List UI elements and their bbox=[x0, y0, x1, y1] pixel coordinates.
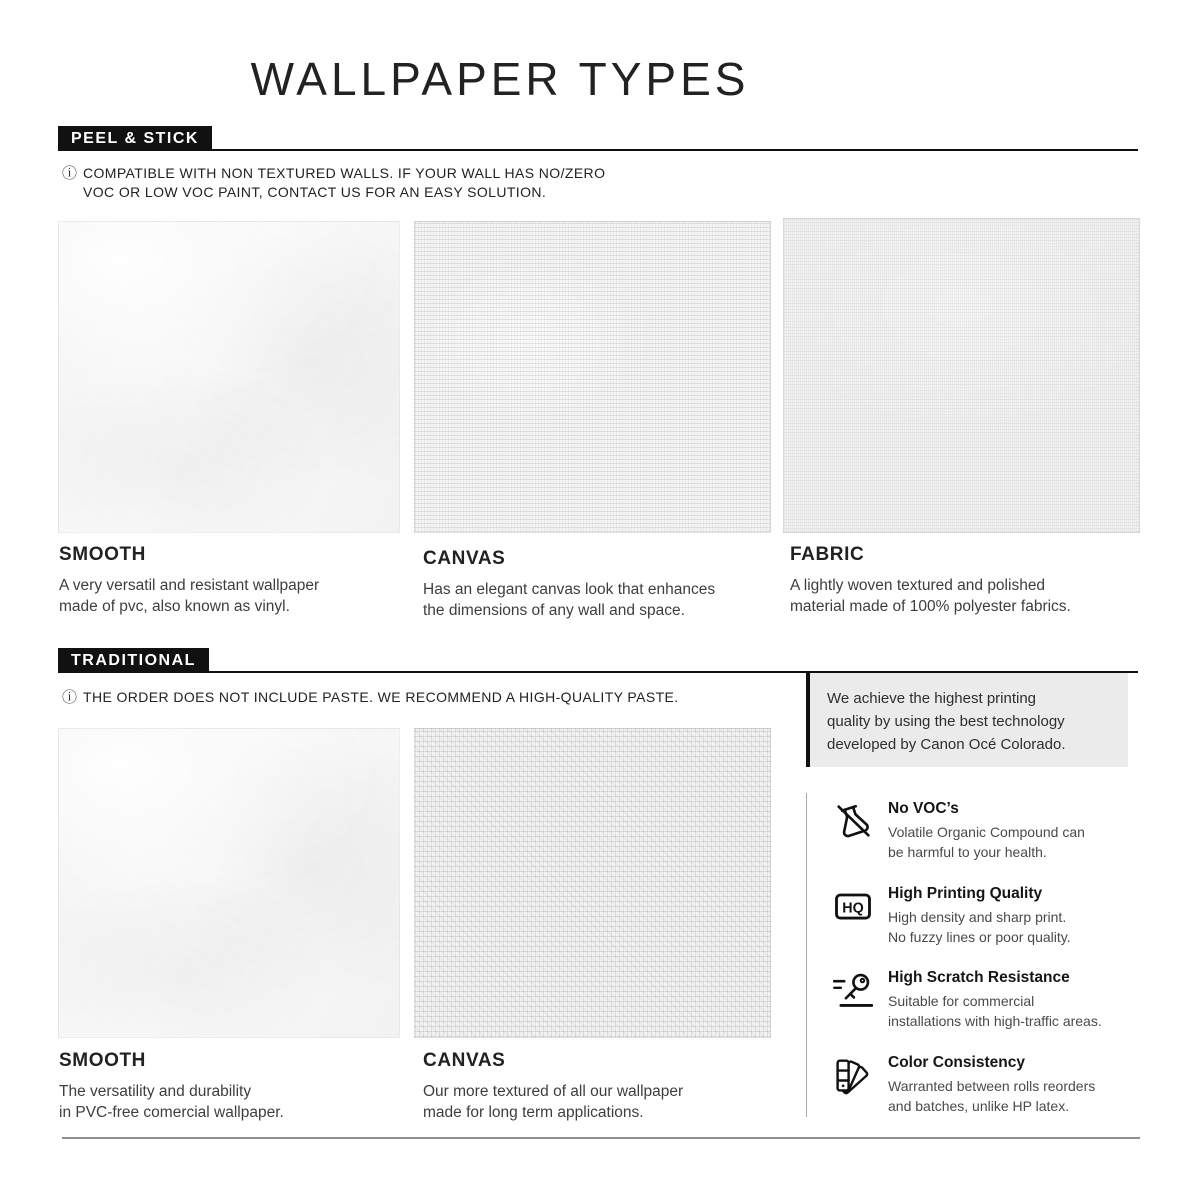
note-line: COMPATIBLE WITH NON TEXTURED WALLS. IF YOUR WALL HAS NO/ZERO bbox=[83, 165, 606, 181]
note-line: THE ORDER DOES NOT INCLUDE PASTE. WE RECOMMEND A HIGH-QUALITY PASTE. bbox=[83, 689, 679, 705]
swatch-smooth-peel-stick bbox=[58, 221, 400, 533]
swatch-desc-line: made for long term applications. bbox=[423, 1104, 644, 1121]
swatch-desc-line: material made of 100% polyester fabrics. bbox=[790, 598, 1071, 615]
feature-title: No VOC’s bbox=[888, 800, 959, 817]
swatch-name: SMOOTH bbox=[59, 1050, 146, 1071]
quote-line: quality by using the best technology bbox=[827, 713, 1065, 730]
caption-fabric-peel-stick bbox=[790, 544, 1140, 617]
peel-stick-rule bbox=[62, 149, 1138, 151]
caption-canvas-traditional bbox=[423, 1050, 773, 1123]
feature-desc-line: installations with high-traffic areas. bbox=[888, 1012, 1102, 1029]
no-voc-flask-icon bbox=[831, 799, 875, 843]
feature-title: Color Consistency bbox=[888, 1054, 1025, 1071]
feature-desc-line: Volatile Organic Compound can bbox=[888, 824, 1085, 840]
traditional-note bbox=[62, 688, 762, 707]
swatch-desc-line: the dimensions of any wall and space. bbox=[423, 602, 685, 619]
color-swatches-icon bbox=[831, 1053, 875, 1097]
feature-high-scratch-resistance bbox=[888, 969, 1138, 1031]
quote-line: developed by Canon Océ Colorado. bbox=[827, 736, 1066, 753]
swatch-fabric-peel-stick bbox=[783, 218, 1140, 533]
feature-desc-line: be harmful to your health. bbox=[888, 843, 1047, 860]
caption-smooth-peel-stick bbox=[59, 544, 399, 617]
scratch-resistance-key-icon bbox=[831, 968, 875, 1012]
feature-title: High Scratch Resistance bbox=[888, 969, 1070, 986]
feature-title: High Printing Quality bbox=[888, 885, 1043, 902]
swatch-desc-line: in PVC-free comercial wallpaper. bbox=[59, 1104, 284, 1121]
swatch-canvas-traditional bbox=[414, 728, 771, 1038]
feature-color-consistency bbox=[888, 1054, 1138, 1116]
printing-quality-quote bbox=[810, 673, 1128, 767]
caption-canvas-peel-stick bbox=[423, 548, 773, 621]
hq-badge-icon bbox=[831, 884, 875, 928]
note-line: VOC OR LOW VOC PAINT, CONTACT US FOR AN EASY SOLUTION. bbox=[83, 184, 547, 200]
feature-no-vocs bbox=[888, 800, 1138, 862]
quote-line: We achieve the highest printing bbox=[827, 690, 1037, 707]
swatch-desc-line: Has an elegant canvas look that enhances bbox=[423, 581, 716, 598]
swatch-name: FABRIC bbox=[790, 544, 865, 565]
page-title: WALLPAPER TYPES bbox=[250, 53, 750, 105]
swatch-smooth-traditional bbox=[58, 728, 400, 1038]
feature-desc-line: No fuzzy lines or poor quality. bbox=[888, 928, 1071, 945]
feature-desc-line: High density and sharp print. bbox=[888, 909, 1067, 925]
swatch-name: CANVAS bbox=[423, 1050, 506, 1071]
feature-high-printing-quality bbox=[888, 885, 1138, 947]
bottom-divider bbox=[62, 1137, 1140, 1139]
hq-badge-text: HQ bbox=[842, 900, 864, 917]
swatch-name: CANVAS bbox=[423, 548, 506, 569]
feature-desc-line: Suitable for commercial bbox=[888, 993, 1035, 1009]
features-divider-line bbox=[806, 793, 807, 1117]
info-icon: ⓘ bbox=[62, 689, 78, 706]
section-label-peel-stick: PEEL & STICK bbox=[58, 126, 212, 151]
swatch-desc-line: The versatility and durability bbox=[59, 1083, 252, 1100]
swatch-desc-line: made of pvc, also known as vinyl. bbox=[59, 598, 290, 615]
info-icon: ⓘ bbox=[62, 165, 78, 182]
swatch-desc-line: A lightly woven textured and polished bbox=[790, 577, 1046, 594]
caption-smooth-traditional bbox=[59, 1050, 399, 1123]
feature-desc-line: and batches, unlike HP latex. bbox=[888, 1097, 1070, 1114]
swatch-desc-line: A very versatil and resistant wallpaper bbox=[59, 577, 320, 594]
swatch-canvas-peel-stick bbox=[414, 221, 771, 533]
swatch-name: SMOOTH bbox=[59, 544, 146, 565]
section-label-traditional: TRADITIONAL bbox=[58, 648, 209, 673]
feature-desc-line: Warranted between rolls reorders bbox=[888, 1078, 1096, 1094]
swatch-desc-line: Our more textured of all our wallpaper bbox=[423, 1083, 684, 1100]
peel-stick-note bbox=[62, 164, 702, 202]
